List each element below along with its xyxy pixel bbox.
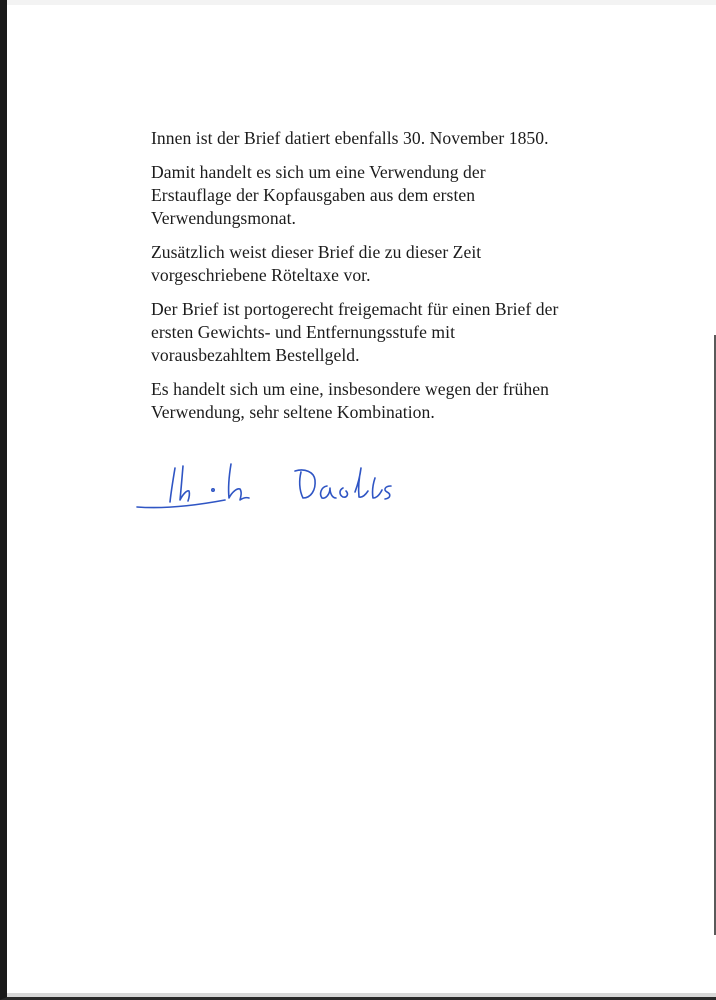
paragraph-date (151, 127, 611, 150)
text-line: Verwendungsmonat. (151, 208, 296, 228)
paragraph-postage (151, 298, 611, 367)
text-line: Zusätzlich weist dieser Brief die zu dieser Zeit (151, 242, 482, 262)
text-line: Damit handelt es sich um eine Verwendung der (151, 162, 486, 182)
text-line: ersten Gewichts- und Entfernungsstufe mit (151, 322, 456, 342)
text-line: Es handelt sich um eine, insbesondere wegen der frühen (151, 379, 549, 399)
text-line: Verwendung, sehr seltene Kombination. (151, 402, 435, 422)
letter-body (151, 127, 611, 435)
handwritten-signature (133, 454, 403, 516)
paragraph-first-issue (151, 161, 611, 230)
text-line: Erstauflage der Kopfausgaben aus dem ersten (151, 185, 476, 205)
scan-top-edge (7, 0, 716, 5)
scan-bottom-edge (7, 993, 716, 997)
text-line: Innen ist der Brief datiert ebenfalls 30. November 1850. (151, 128, 549, 148)
paragraph-rarity (151, 378, 611, 424)
text-line: vorausbezahltem Bestellgeld. (151, 345, 360, 365)
text-line: Der Brief ist portogerecht freigemacht für einen Brief der (151, 299, 559, 319)
text-line: vorgeschriebene Röteltaxe vor. (151, 265, 371, 285)
paragraph-roetel-tax (151, 241, 611, 287)
